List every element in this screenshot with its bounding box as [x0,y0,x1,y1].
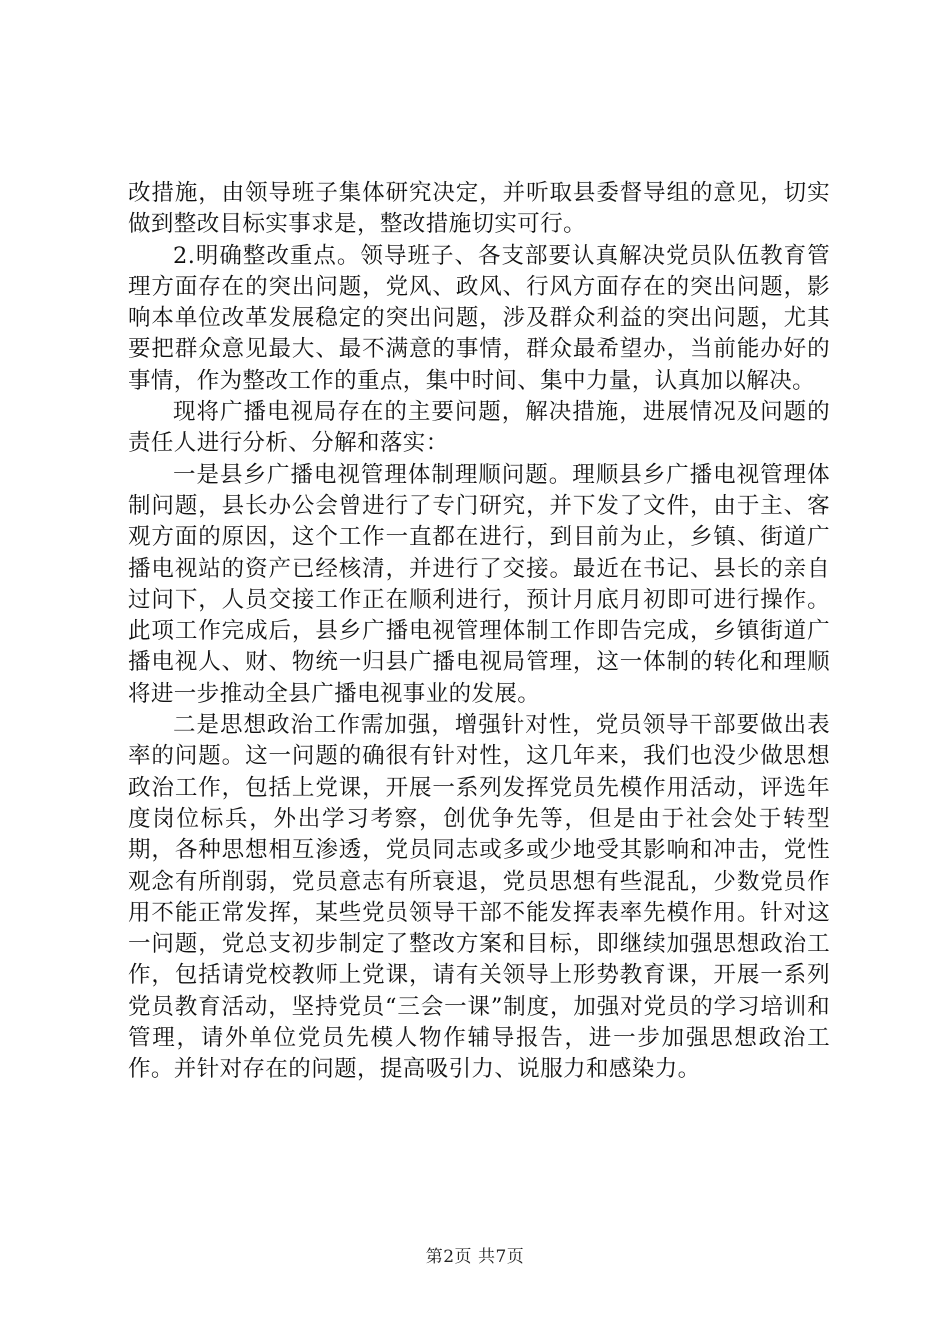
paragraph-intro: 现将广播电视局存在的主要问题，解决措施，进展情况及问题的责任人进行分析、分解和落实： [128,399,830,457]
paragraph-issue-two: 二是思想政治工作需加强，增强针对性，党员领导干部要做出表率的问题。这一问题的确很有针对性，这几年来，我们也没少做思想政治工作，包括上党课，开展一系列发挥党员先模作用活动，评选年度岗位标兵，外出学习考察，创优争先等，但是由于社会处于转型期，各种思想相互渗透，党员同志或多或少地受其影响和冲击，党性观念有所削弱，党员意志有所衰退，党员思想有些混乱，少数党员作用不能正常发挥，某些党员领导干部不能发挥表率先模作用。针对这一问题，党总支初步制定了整改方案和目标，即继续加强思想政治工作，包括请党校教师上党课，请有关领导上形势教育课，开展一系列党员教育活动，坚持党员“三会一课”制度，加强对党员的学习培训和管理，请外单位党员先模人物作辅导报告，进一步加强思想政治工作。并针对存在的问题，提高吸引力、说服力和感染力。 [128,712,830,1083]
page-number-footer: 第2页 共7页 [425,1247,525,1267]
paragraph-continuation: 改措施，由领导班子集体研究决定，并听取县委督导组的意见，切实做到整改目标实事求是，整改措施切实可行。 [128,180,830,238]
document-body [128,178,830,1086]
paragraph-rectification-focus: 2.明确整改重点。领导班子、各支部要认真解决党员队伍教育管理方面存在的突出问题，党风、政风、行风方面存在的突出问题，影响本单位改革发展稳定的突出问题，涉及群众利益的突出问题，尤其要把群众意见最大、最不满意的事情，群众最希望办，当前能办好的事情，作为整改工作的重点，集中时间、集中力量，认真加以解决。 [128,242,830,394]
paragraph-issue-one: 一是县乡广播电视管理体制理顺问题。理顺县乡广播电视管理体制问题，县长办公会曾进行了专门研究，并下发了文件，由于主、客观方面的原因，这个工作一直都在进行，到目前为止，乡镇、街道广播电视站的资产已经核清，并进行了交接。最近在书记、县长的亲自过问下，人员交接工作正在顺利进行，预计月底月初即可进行操作。此项工作完成后，县乡广播电视管理体制工作即告完成，乡镇街道广播电视人、财、物统一归县广播电视局管理，这一体制的转化和理顺将进一步推动全县广播电视事业的发展。 [128,461,830,707]
